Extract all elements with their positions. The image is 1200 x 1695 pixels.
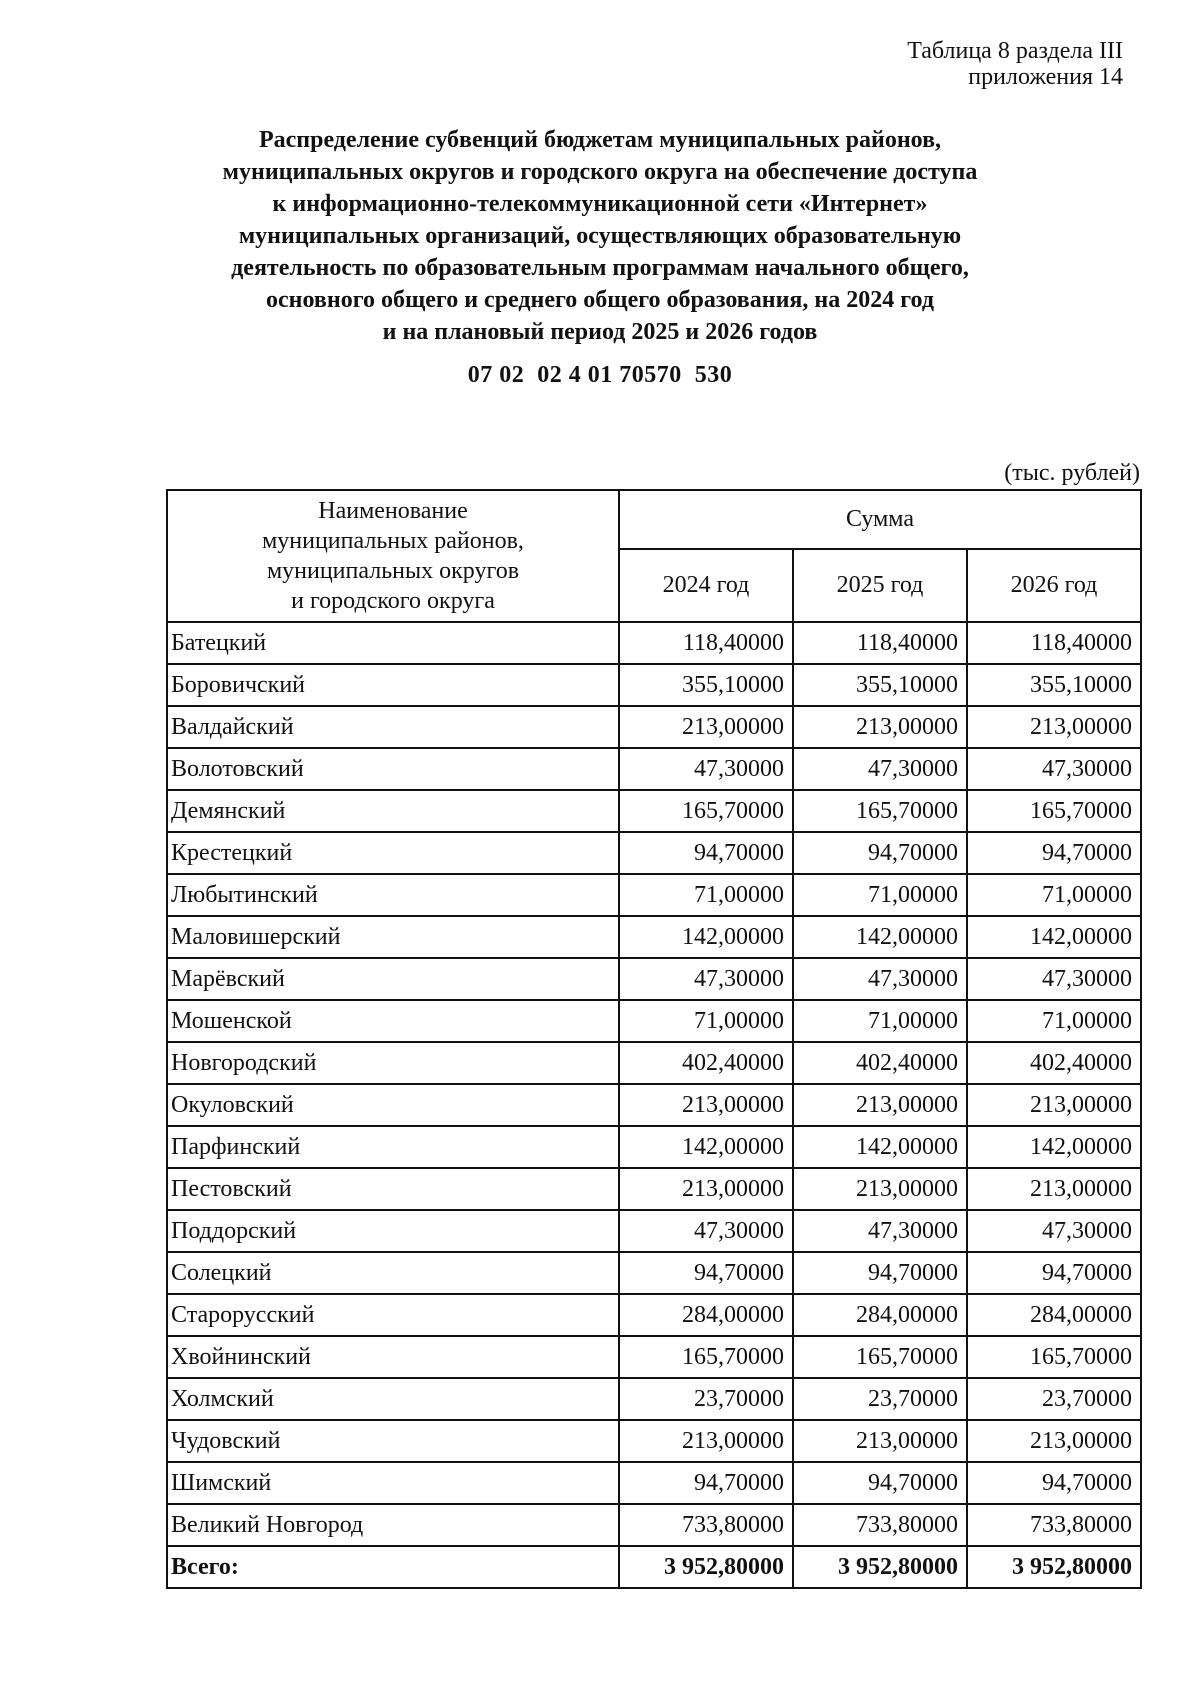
amount-2025: 47,30000 [793, 748, 967, 790]
municipality-name: Солецкий [167, 1252, 619, 1294]
amount-2026: 23,70000 [967, 1378, 1141, 1420]
amount-2026: 118,40000 [967, 622, 1141, 664]
amount-2024: 71,00000 [619, 874, 793, 916]
amount-2025: 213,00000 [793, 1084, 967, 1126]
name-header-line: и городского округа [291, 588, 495, 614]
municipality-name: Шимский [167, 1462, 619, 1504]
name-header-line: муниципальных районов, [262, 528, 524, 554]
table-header-row [167, 490, 1141, 549]
municipality-name: Хвойнинский [167, 1336, 619, 1378]
municipality-name: Старорусский [167, 1294, 619, 1336]
amount-2026: 47,30000 [967, 1210, 1141, 1252]
table-row [167, 1042, 1141, 1084]
municipality-name: Окуловский [167, 1084, 619, 1126]
amount-2025: 284,00000 [793, 1294, 967, 1336]
amount-2025: 47,30000 [793, 1210, 967, 1252]
amount-2024: 355,10000 [619, 664, 793, 706]
amount-2025: 165,70000 [793, 790, 967, 832]
amount-2025: 355,10000 [793, 664, 967, 706]
amount-2024: 47,30000 [619, 958, 793, 1000]
amount-2026: 402,40000 [967, 1042, 1141, 1084]
total-2025: 3 952,80000 [793, 1546, 967, 1588]
amount-2026: 213,00000 [967, 1084, 1141, 1126]
amount-2024: 23,70000 [619, 1378, 793, 1420]
amount-2024: 213,00000 [619, 1168, 793, 1210]
table-row [167, 874, 1141, 916]
municipality-name: Любытинский [167, 874, 619, 916]
amount-2024: 284,00000 [619, 1294, 793, 1336]
table-row [167, 1000, 1141, 1042]
amount-2026: 142,00000 [967, 1126, 1141, 1168]
amount-2025: 71,00000 [793, 874, 967, 916]
amount-2025: 213,00000 [793, 1420, 967, 1462]
table-row [167, 1420, 1141, 1462]
amount-2024: 402,40000 [619, 1042, 793, 1084]
table-row [167, 832, 1141, 874]
amount-2025: 165,70000 [793, 1336, 967, 1378]
table-row [167, 958, 1141, 1000]
amount-2025: 142,00000 [793, 916, 967, 958]
total-2024: 3 952,80000 [619, 1546, 793, 1588]
total-row [167, 1546, 1141, 1588]
municipality-name: Марёвский [167, 958, 619, 1000]
amount-2024: 213,00000 [619, 1420, 793, 1462]
amount-2024: 118,40000 [619, 622, 793, 664]
amount-2024: 142,00000 [619, 916, 793, 958]
municipality-name: Парфинский [167, 1126, 619, 1168]
table-row [167, 1378, 1141, 1420]
municipality-name: Поддорский [167, 1210, 619, 1252]
title-line: и на плановый период 2025 и 2026 годов [382, 319, 818, 345]
table-body [167, 622, 1141, 1588]
table-row [167, 1252, 1141, 1294]
amount-2026: 733,80000 [967, 1504, 1141, 1546]
table-row [167, 706, 1141, 748]
amount-2026: 94,70000 [967, 832, 1141, 874]
municipality-name: Боровичский [167, 664, 619, 706]
table-row [167, 1084, 1141, 1126]
municipality-name: Крестецкий [167, 832, 619, 874]
amount-2025: 71,00000 [793, 1000, 967, 1042]
amount-2025: 733,80000 [793, 1504, 967, 1546]
municipality-name: Маловишерский [167, 916, 619, 958]
document-title [150, 124, 1050, 348]
amount-2026: 142,00000 [967, 916, 1141, 958]
title-line: основного общего и среднего общего образования, на 2024 год [266, 287, 934, 313]
table-row [167, 1294, 1141, 1336]
table-row [167, 1336, 1141, 1378]
name-header-line: муниципальных округов [266, 558, 520, 584]
municipality-name: Волотовский [167, 748, 619, 790]
table-row [167, 1126, 1141, 1168]
amount-2026: 94,70000 [967, 1462, 1141, 1504]
title-line: муниципальных организаций, осуществляющих образовательную [238, 223, 962, 249]
amount-2025: 213,00000 [793, 1168, 967, 1210]
amount-2026: 71,00000 [967, 874, 1141, 916]
year-2024-header: 2024 год [619, 549, 793, 622]
amount-2026: 213,00000 [967, 1168, 1141, 1210]
title-line: муниципальных округов и городского округа на обеспечение доступа [222, 159, 978, 185]
municipality-name: Новгородский [167, 1042, 619, 1084]
amount-2026: 165,70000 [967, 790, 1141, 832]
amount-2026: 94,70000 [967, 1252, 1141, 1294]
appendix-reference-line-2: приложения 14 [968, 64, 1123, 90]
sum-column-header: Сумма [619, 490, 1141, 549]
amount-2026: 47,30000 [967, 748, 1141, 790]
table-row [167, 916, 1141, 958]
total-label: Всего: [167, 1546, 619, 1588]
title-line: Распределение субвенций бюджетам муниципальных районов, [258, 127, 942, 153]
amount-2024: 47,30000 [619, 1210, 793, 1252]
amount-2026: 47,30000 [967, 958, 1141, 1000]
amount-2025: 94,70000 [793, 1462, 967, 1504]
table-row [167, 1504, 1141, 1546]
amount-2026: 355,10000 [967, 664, 1141, 706]
municipality-name: Валдайский [167, 706, 619, 748]
amount-2024: 165,70000 [619, 1336, 793, 1378]
municipality-name: Чудовский [167, 1420, 619, 1462]
amount-2026: 213,00000 [967, 706, 1141, 748]
amount-2024: 213,00000 [619, 706, 793, 748]
appendix-reference [907, 38, 1123, 90]
municipality-name: Великий Новгород [167, 1504, 619, 1546]
table-row [167, 1168, 1141, 1210]
amount-2024: 213,00000 [619, 1084, 793, 1126]
title-line: деятельность по образовательным программам начального общего, [231, 255, 969, 281]
amount-2026: 284,00000 [967, 1294, 1141, 1336]
units-label: (тыс. рублей) [1004, 460, 1140, 486]
amount-2025: 142,00000 [793, 1126, 967, 1168]
table-row [167, 664, 1141, 706]
amount-2026: 165,70000 [967, 1336, 1141, 1378]
table-row [167, 748, 1141, 790]
amount-2024: 94,70000 [619, 1252, 793, 1294]
amount-2025: 23,70000 [793, 1378, 967, 1420]
table-row [167, 622, 1141, 664]
budget-classification-code: 07 02 02 4 01 70570 530 [467, 362, 733, 388]
table-row [167, 790, 1141, 832]
amount-2024: 94,70000 [619, 1462, 793, 1504]
amount-2024: 165,70000 [619, 790, 793, 832]
year-2025-header: 2025 год [793, 549, 967, 622]
municipality-name: Мошенской [167, 1000, 619, 1042]
amount-2024: 733,80000 [619, 1504, 793, 1546]
municipality-name: Демянский [167, 790, 619, 832]
year-2026-header: 2026 год [967, 549, 1141, 622]
amount-2025: 213,00000 [793, 706, 967, 748]
amount-2024: 142,00000 [619, 1126, 793, 1168]
name-column-header [167, 490, 619, 622]
municipality-name: Пестовский [167, 1168, 619, 1210]
table-row [167, 1210, 1141, 1252]
amount-2025: 402,40000 [793, 1042, 967, 1084]
amount-2025: 118,40000 [793, 622, 967, 664]
table-row [167, 1462, 1141, 1504]
amount-2024: 47,30000 [619, 748, 793, 790]
subvention-table [166, 489, 1142, 1589]
amount-2026: 213,00000 [967, 1420, 1141, 1462]
title-line: к информационно-телекоммуникационной сети «Интернет» [272, 191, 928, 217]
appendix-reference-line-1: Таблица 8 раздела III [907, 38, 1123, 64]
amount-2025: 94,70000 [793, 832, 967, 874]
total-2026: 3 952,80000 [967, 1546, 1141, 1588]
amount-2025: 94,70000 [793, 1252, 967, 1294]
amount-2025: 47,30000 [793, 958, 967, 1000]
amount-2024: 71,00000 [619, 1000, 793, 1042]
amount-2024: 94,70000 [619, 832, 793, 874]
municipality-name: Батецкий [167, 622, 619, 664]
municipality-name: Холмский [167, 1378, 619, 1420]
amount-2026: 71,00000 [967, 1000, 1141, 1042]
name-header-line: Наименование [318, 498, 468, 524]
